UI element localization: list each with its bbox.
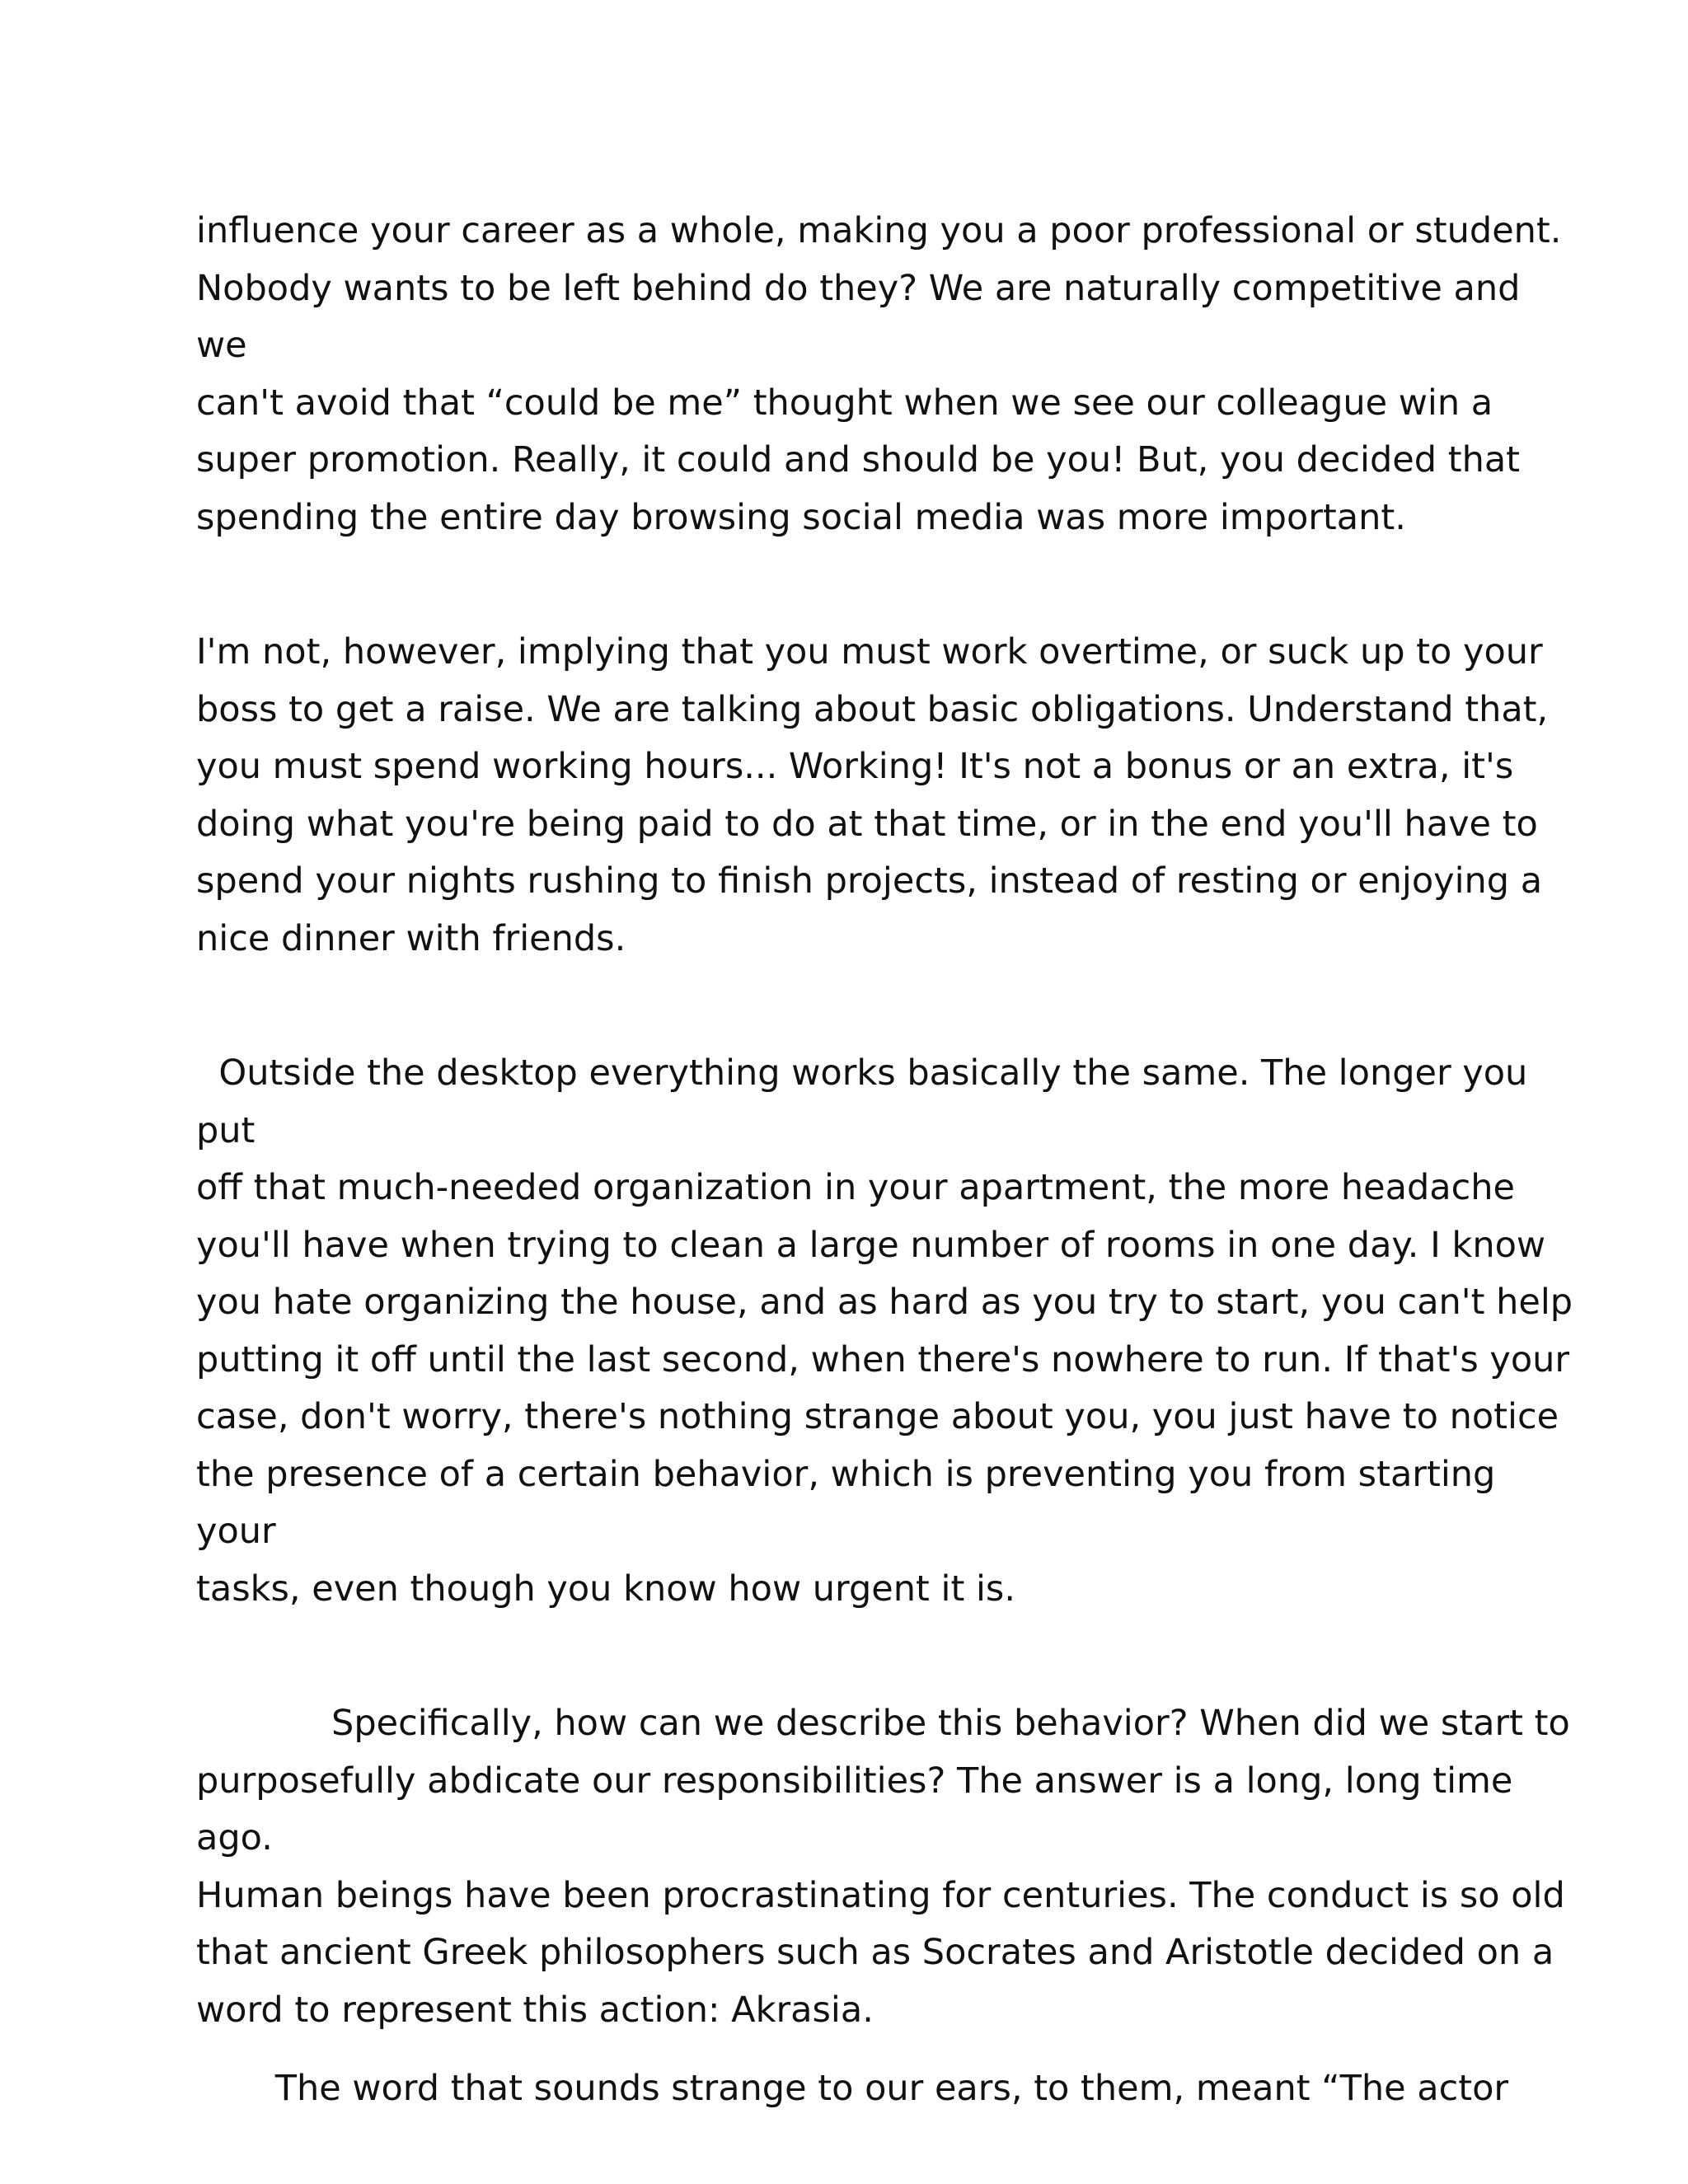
line: you must spend working hours... Working! It's not a bonus or an extra, it's <box>196 746 1514 787</box>
body-text <box>196 203 1581 2118</box>
paragraph-3 <box>196 1045 1581 1618</box>
line: can't avoid that “could be me” thought when we see our colleague win a <box>196 382 1493 424</box>
line: The word that sounds strange to our ears, to them, meant “The actor <box>196 2068 1509 2109</box>
line: influence your career as a whole, making you a poor professional or student. <box>196 210 1562 251</box>
paragraph-2 <box>196 624 1581 968</box>
paragraph-5 <box>196 2060 1581 2118</box>
line: putting it off until the last second, when there's nowhere to run. If that's your <box>196 1338 1570 1380</box>
line: you'll have when trying to clean a large number of rooms in one day. I know <box>196 1224 1546 1266</box>
line: you hate organizing the house, and as hard as you try to start, you can't help <box>196 1282 1573 1323</box>
line: Human beings have been procrastinating for centuries. The conduct is so old <box>196 1874 1565 1916</box>
line: boss to get a raise. We are talking about basic obligations. Understand that, <box>196 688 1549 730</box>
line: spend your nights rushing to finish projects, instead of resting or enjoying a <box>196 860 1543 902</box>
line: Nobody wants to be left behind do they? We are naturally competitive and we <box>196 267 1532 366</box>
line: word to represent this action: Akrasia. <box>196 1989 874 2031</box>
line: purposefully abdicate our responsibilities? The answer is a long, long time ago. <box>196 1760 1525 1858</box>
paragraph-1 <box>196 203 1581 546</box>
line: Outside the desktop everything works basically the same. The longer you put <box>196 1052 1539 1151</box>
line: the presence of a certain behavior, which is preventing you from starting your <box>196 1453 1507 1552</box>
paragraph-4 <box>196 1695 1581 2039</box>
line: nice dinner with friends. <box>196 917 626 959</box>
line: that ancient Greek philosophers such as Socrates and Aristotle decided on a <box>196 1932 1554 1973</box>
line: case, don't worry, there's nothing strange about you, you just have to notice <box>196 1396 1559 1437</box>
line: I'm not, however, implying that you must work overtime, or suck up to your <box>196 631 1543 673</box>
line: super promotion. Really, it could and should be you! But, you decided that <box>196 439 1521 480</box>
line: off that much-needed organization in your apartment, the more headache <box>196 1167 1515 1208</box>
line: doing what you're being paid to do at that time, or in the end you'll have to <box>196 803 1538 845</box>
line: Specifically, how can we describe this behavior? When did we start to <box>196 1703 1570 1744</box>
line: spending the entire day browsing social media was more important. <box>196 496 1406 538</box>
line: tasks, even though you know how urgent it is. <box>196 1568 1015 1610</box>
